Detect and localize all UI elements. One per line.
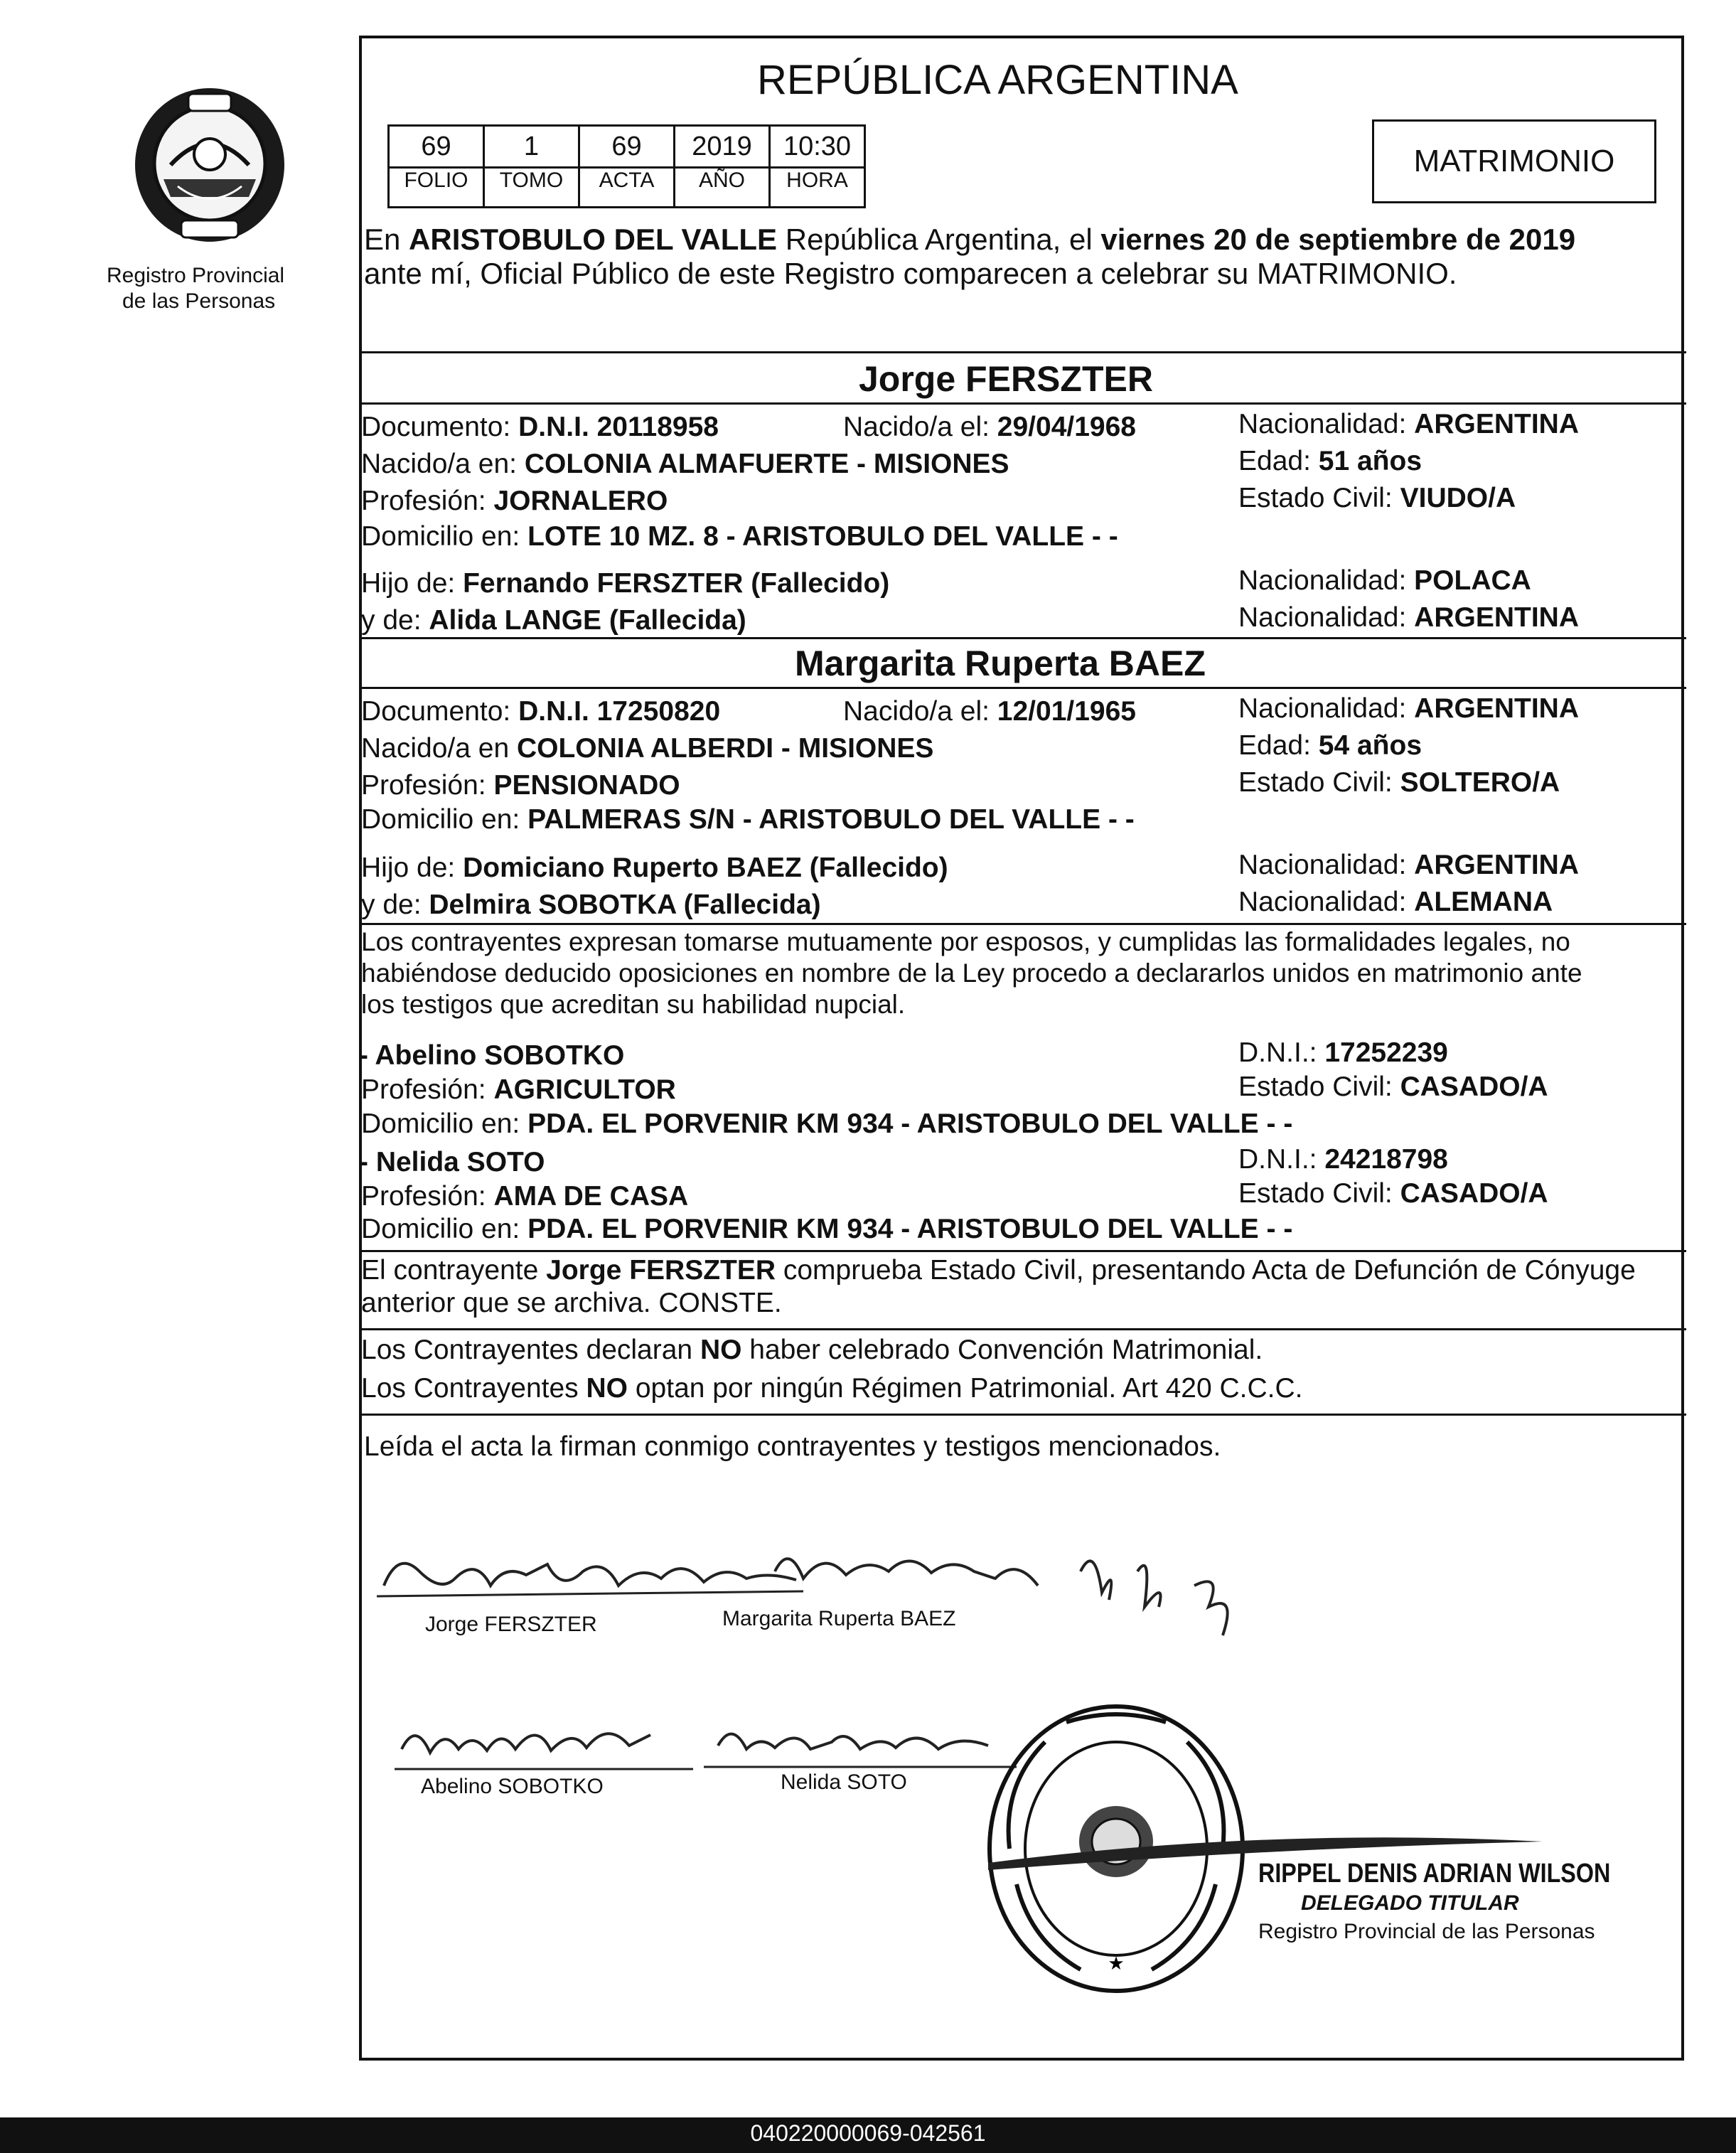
bride-address: Domicilio en: PALMERAS S/N - ARISTOBULO DEL VALLE - - <box>361 804 1135 835</box>
groom-civil-status: Estado Civil: VIUDO/A <box>1238 483 1516 513</box>
groom-age: Edad: 51 años <box>1238 446 1422 476</box>
divider <box>361 1250 1686 1252</box>
groom-signature-label: Jorge FERSZTER <box>425 1613 597 1636</box>
bride-name: Margarita Ruperta BAEZ <box>795 643 1206 683</box>
witness2-profession: Profesión: AMA DE CASA <box>361 1181 689 1212</box>
footer-code: 040220000069-042561 <box>750 2120 986 2146</box>
declaration-line1: Los contrayentes expresan tomarse mutuamente por esposos, y cumplidas las formalidades legales, no <box>361 927 1570 956</box>
bride-age: Edad: 54 años <box>1238 730 1422 761</box>
witness1-profession: Profesión: AGRICULTOR <box>361 1074 676 1105</box>
divider <box>361 1328 1686 1330</box>
witness2-signature-label: Nelida SOTO <box>781 1770 907 1794</box>
bride-born: Nacido/a el: 12/01/1965 <box>843 696 1136 727</box>
svg-text:★: ★ <box>1108 1952 1125 1974</box>
bride-mother-nationality: Nacionalidad: ALEMANA <box>1238 887 1553 917</box>
groom-nationality: Nacionalidad: ARGENTINA <box>1238 409 1580 439</box>
country-title: REPÚBLICA ARGENTINA <box>757 57 1238 103</box>
bride-profession: Profesión: PENSIONADO <box>361 770 680 801</box>
civil-note-line2: anterior que se archiva. CONSTE. <box>361 1288 782 1318</box>
tomo-cell: 1 TOMO <box>483 124 580 208</box>
registry-name-line1: Registro Provincial <box>107 264 285 287</box>
groom-born: Nacido/a el: 29/04/1968 <box>843 412 1136 442</box>
divider <box>361 351 1686 353</box>
witness1-address: Domicilio en: PDA. EL PORVENIR KM 934 - ARISTOBULO DEL VALLE - - <box>361 1108 1293 1139</box>
official-title: DELEGADO TITULAR <box>1301 1891 1519 1915</box>
groom-profession: Profesión: JORNALERO <box>361 486 668 516</box>
groom-father: Hijo de: Fernando FERSZTER (Fallecido) <box>361 568 890 599</box>
bride-doc: Documento: D.N.I. 17250820 <box>361 696 721 727</box>
groom-name: Jorge FERSZTER <box>859 359 1153 399</box>
groom-mother-nationality: Nacionalidad: ARGENTINA <box>1238 602 1580 633</box>
witness1-signature-label: Abelino SOBOTKO <box>421 1775 604 1798</box>
witness1-dni: D.N.I.: 17252239 <box>1238 1037 1448 1068</box>
anio-cell: 2019 AÑO <box>673 124 771 208</box>
witness2-name: - Nelida SOTO <box>359 1147 545 1177</box>
registry-name-line2: de las Personas <box>122 289 276 313</box>
folio-cell: 69 FOLIO <box>387 124 485 208</box>
divider <box>361 1414 1686 1416</box>
divider <box>361 923 1686 925</box>
intro-line1: En ARISTOBULO DEL VALLE República Argentina, el viernes 20 de septiembre de 2019 <box>364 223 1576 256</box>
witness2-civil-status: Estado Civil: CASADO/A <box>1238 1178 1548 1209</box>
groom-mother: y de: Alida LANGE (Fallecida) <box>361 605 746 636</box>
hora-cell: 10:30 HORA <box>768 124 866 208</box>
declaration-line3: los testigos que acreditan su habilidad nupcial. <box>361 990 906 1019</box>
declaration-line2: habiéndose deducido oposiciones en nombre de la Ley procedo a declararlos unidos en matrimonio ante <box>361 958 1582 988</box>
groom-birthplace: Nacido/a en: COLONIA ALMAFUERTE - MISIONES <box>361 449 1009 479</box>
divider <box>361 687 1686 689</box>
bride-birthplace: Nacido/a en COLONIA ALBERDI - MISIONES <box>361 733 934 764</box>
divider <box>361 402 1686 405</box>
official-registry: Registro Provincial de las Personas <box>1258 1920 1595 1943</box>
witness1-name: - Abelino SOBOTKO <box>359 1040 625 1071</box>
bride-father: Hijo de: Domiciano Ruperto BAEZ (Fallecido) <box>361 853 948 883</box>
intro-line2: ante mí, Oficial Público de este Registro comparecen a celebrar su MATRIMONIO. <box>364 257 1457 290</box>
convention-note: Los Contrayentes declaran NO haber celebrado Convención Matrimonial. <box>361 1335 1263 1365</box>
bride-nationality: Nacionalidad: ARGENTINA <box>1238 693 1580 724</box>
witness2-address: Domicilio en: PDA. EL PORVENIR KM 934 - ARISTOBULO DEL VALLE - - <box>361 1214 1293 1244</box>
groom-doc: Documento: D.N.I. 20118958 <box>361 412 719 442</box>
doc-type-box: MATRIMONIO <box>1372 119 1656 203</box>
regime-note: Los Contrayentes NO optan por ningún Régimen Patrimonial. Art 420 C.C.C. <box>361 1373 1303 1404</box>
groom-father-nationality: Nacionalidad: POLACA <box>1238 565 1531 596</box>
acta-cell: 69 ACTA <box>578 124 675 208</box>
bride-mother: y de: Delmira SOBOTKA (Fallecida) <box>361 889 821 920</box>
groom-address: Domicilio en: LOTE 10 MZ. 8 - ARISTOBULO DEL VALLE - - <box>361 521 1118 552</box>
closing-text: Leída el acta la firman conmigo contrayentes y testigos mencionados. <box>364 1431 1221 1462</box>
civil-note-line1: El contrayente Jorge FERSZTER comprueba Estado Civil, presentando Acta de Defunción de Cónyuge <box>361 1255 1636 1286</box>
witness2-dni: D.N.I.: 24218798 <box>1238 1144 1448 1175</box>
official-name: RIPPEL DENIS ADRIAN WILSON <box>1258 1859 1611 1888</box>
province-seal <box>121 80 299 250</box>
bride-signature-label: Margarita Ruperta BAEZ <box>722 1607 956 1630</box>
bride-civil-status: Estado Civil: SOLTERO/A <box>1238 767 1560 798</box>
bride-father-nationality: Nacionalidad: ARGENTINA <box>1238 850 1580 880</box>
divider <box>361 637 1686 639</box>
witness1-civil-status: Estado Civil: CASADO/A <box>1238 1072 1548 1102</box>
